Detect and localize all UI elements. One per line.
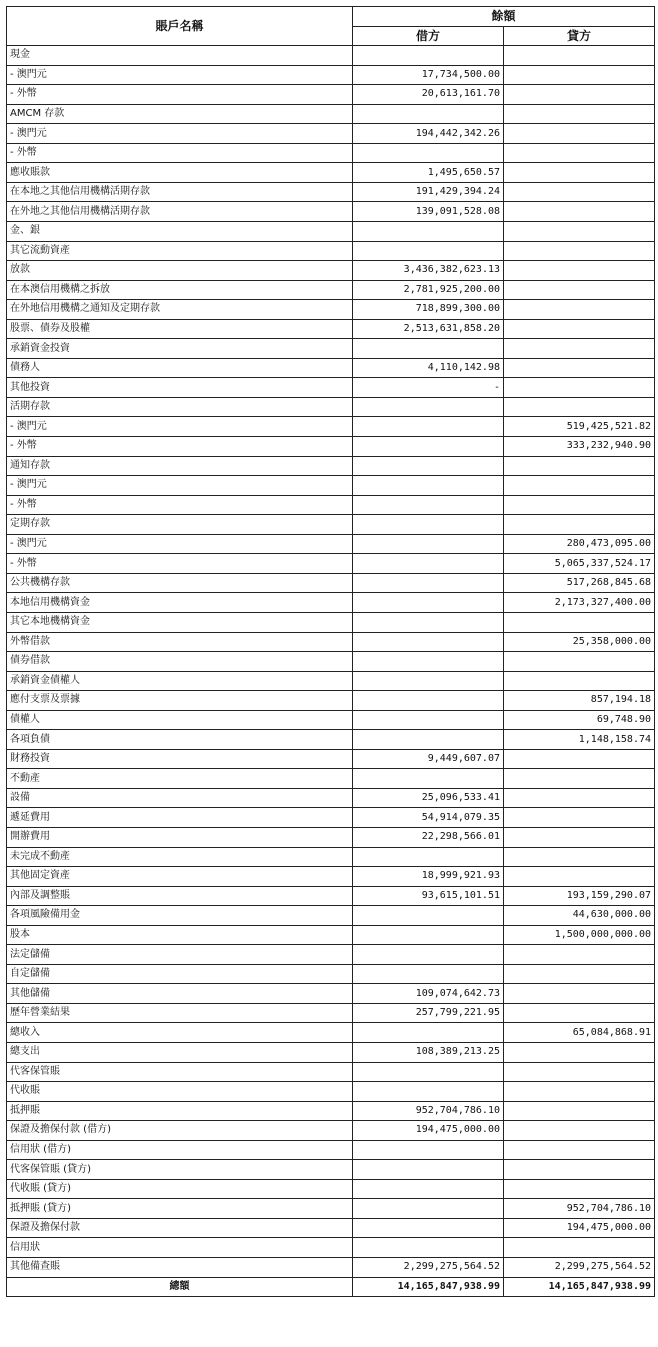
- credit-cell: [504, 515, 655, 535]
- account-name-cell: - 外幣: [7, 437, 353, 457]
- account-name-cell: 放款: [7, 261, 353, 281]
- account-name-cell: 自定儲備: [7, 964, 353, 984]
- account-name-cell: 代客保管賬: [7, 1062, 353, 1082]
- table-row: [7, 612, 655, 632]
- credit-cell: [504, 1003, 655, 1023]
- table-row: [7, 65, 655, 85]
- table-row: [7, 456, 655, 476]
- credit-cell: [504, 339, 655, 359]
- table-row: [7, 515, 655, 535]
- debit-cell: 191,429,394.24: [353, 182, 504, 202]
- account-name-cell: 設備: [7, 788, 353, 808]
- credit-cell: 5,065,337,524.17: [504, 554, 655, 574]
- debit-cell: 194,442,342.26: [353, 124, 504, 144]
- account-name-cell: 金、銀: [7, 222, 353, 242]
- account-name-cell: 抵押賬: [7, 1101, 353, 1121]
- account-name-cell: 開辦費用: [7, 827, 353, 847]
- debit-cell: 952,704,786.10: [353, 1101, 504, 1121]
- credit-cell: 517,268,845.68: [504, 573, 655, 593]
- credit-cell: 1,500,000,000.00: [504, 925, 655, 945]
- table-row: [7, 241, 655, 261]
- debit-cell: [353, 906, 504, 926]
- debit-cell: 9,449,607.07: [353, 749, 504, 769]
- total-row: [7, 1277, 655, 1297]
- debit-cell: [353, 671, 504, 691]
- debit-cell: 194,475,000.00: [353, 1121, 504, 1141]
- debit-cell: [353, 397, 504, 417]
- account-name-header: 賬戶名稱: [7, 7, 353, 46]
- total-credit: 14,165,847,938.99: [504, 1277, 655, 1297]
- credit-cell: [504, 319, 655, 339]
- debit-cell: [353, 1218, 504, 1238]
- credit-cell: 69,748.90: [504, 710, 655, 730]
- debit-cell: 4,110,142.98: [353, 358, 504, 378]
- account-name-cell: 財務投資: [7, 749, 353, 769]
- credit-cell: [504, 143, 655, 163]
- table-row: [7, 632, 655, 652]
- debit-cell: [353, 417, 504, 437]
- table-row: [7, 1082, 655, 1102]
- credit-cell: 280,473,095.00: [504, 534, 655, 554]
- account-name-cell: 內部及調整賬: [7, 886, 353, 906]
- account-name-cell: - 外幣: [7, 554, 353, 574]
- table-header: [7, 7, 655, 46]
- debit-cell: [353, 612, 504, 632]
- debit-cell: [353, 1199, 504, 1219]
- total-label: 總額: [7, 1277, 353, 1297]
- table-row: [7, 769, 655, 789]
- account-name-cell: 不動產: [7, 769, 353, 789]
- debit-cell: [353, 691, 504, 711]
- table-row: [7, 730, 655, 750]
- debit-cell: 718,899,300.00: [353, 300, 504, 320]
- account-name-cell: 在本澳信用機構之拆放: [7, 280, 353, 300]
- debit-cell: [353, 534, 504, 554]
- debit-cell: 139,091,528.08: [353, 202, 504, 222]
- account-name-cell: - 外幣: [7, 495, 353, 515]
- account-name-cell: 其它流動資產: [7, 241, 353, 261]
- credit-cell: [504, 124, 655, 144]
- account-name-cell: - 澳門元: [7, 476, 353, 496]
- account-name-cell: - 澳門元: [7, 417, 353, 437]
- credit-cell: 44,630,000.00: [504, 906, 655, 926]
- table-row: [7, 202, 655, 222]
- credit-cell: 519,425,521.82: [504, 417, 655, 437]
- account-name-cell: 其他固定資產: [7, 867, 353, 887]
- credit-cell: [504, 202, 655, 222]
- table-row: [7, 1238, 655, 1258]
- account-name-cell: 代收賬 (貸方): [7, 1179, 353, 1199]
- debit-cell: [353, 1062, 504, 1082]
- table-row: [7, 85, 655, 105]
- debit-cell: [353, 593, 504, 613]
- table-row: [7, 1218, 655, 1238]
- credit-cell: 194,475,000.00: [504, 1218, 655, 1238]
- credit-cell: [504, 671, 655, 691]
- account-name-cell: 代收賬: [7, 1082, 353, 1102]
- table-row: [7, 593, 655, 613]
- table-row: [7, 945, 655, 965]
- debit-cell: 20,613,161.70: [353, 85, 504, 105]
- table-row: [7, 280, 655, 300]
- credit-cell: [504, 85, 655, 105]
- table-row: [7, 827, 655, 847]
- table-row: [7, 788, 655, 808]
- account-name-cell: 外幣借款: [7, 632, 353, 652]
- credit-cell: [504, 612, 655, 632]
- account-name-cell: 遞延費用: [7, 808, 353, 828]
- table-row: [7, 417, 655, 437]
- table-row: [7, 906, 655, 926]
- credit-cell: [504, 1082, 655, 1102]
- credit-cell: [504, 1238, 655, 1258]
- credit-cell: [504, 1121, 655, 1141]
- table-row: [7, 671, 655, 691]
- debit-cell: [353, 143, 504, 163]
- account-name-cell: 其他投資: [7, 378, 353, 398]
- table-row: [7, 339, 655, 359]
- debit-cell: [353, 1082, 504, 1102]
- credit-cell: [504, 222, 655, 242]
- account-name-cell: 總收入: [7, 1023, 353, 1043]
- account-name-cell: 股票、債券及股權: [7, 319, 353, 339]
- debit-cell: [353, 945, 504, 965]
- table-row: [7, 182, 655, 202]
- credit-cell: [504, 1179, 655, 1199]
- credit-cell: [504, 476, 655, 496]
- table-row: [7, 573, 655, 593]
- table-row: [7, 652, 655, 672]
- credit-cell: [504, 182, 655, 202]
- account-name-cell: 各項風險備用金: [7, 906, 353, 926]
- account-name-cell: 在外地之其他信用機構活期存款: [7, 202, 353, 222]
- debit-cell: 17,734,500.00: [353, 65, 504, 85]
- credit-cell: [504, 652, 655, 672]
- account-name-cell: 保證及擔保付款: [7, 1218, 353, 1238]
- credit-cell: [504, 495, 655, 515]
- debit-cell: 25,096,533.41: [353, 788, 504, 808]
- account-name-cell: 信用狀: [7, 1238, 353, 1258]
- table-row: [7, 867, 655, 887]
- credit-cell: [504, 397, 655, 417]
- table-row: [7, 1023, 655, 1043]
- credit-cell: [504, 163, 655, 183]
- debit-cell: 54,914,079.35: [353, 808, 504, 828]
- debit-cell: [353, 104, 504, 124]
- debit-cell: [353, 652, 504, 672]
- debit-cell: [353, 1160, 504, 1180]
- credit-cell: [504, 984, 655, 1004]
- account-name-cell: 總支出: [7, 1042, 353, 1062]
- account-name-cell: 各項負債: [7, 730, 353, 750]
- credit-cell: [504, 1042, 655, 1062]
- account-name-cell: 其它本地機構資金: [7, 612, 353, 632]
- credit-cell: [504, 1160, 655, 1180]
- debit-cell: 93,615,101.51: [353, 886, 504, 906]
- table-row: [7, 1140, 655, 1160]
- account-name-cell: 債權人: [7, 710, 353, 730]
- debit-cell: [353, 925, 504, 945]
- account-name-cell: 公共機構存款: [7, 573, 353, 593]
- table-row: [7, 1179, 655, 1199]
- credit-cell: 857,194.18: [504, 691, 655, 711]
- trial-balance-table: [6, 6, 655, 1297]
- debit-cell: 3,436,382,623.13: [353, 261, 504, 281]
- debit-cell: -: [353, 378, 504, 398]
- account-name-cell: 現金: [7, 46, 353, 66]
- credit-cell: 1,148,158.74: [504, 730, 655, 750]
- table-row: [7, 476, 655, 496]
- table-row: [7, 847, 655, 867]
- table-row: [7, 46, 655, 66]
- account-name-cell: 應付支票及票據: [7, 691, 353, 711]
- account-name-cell: 在本地之其他信用機構活期存款: [7, 182, 353, 202]
- account-name-cell: 通知存款: [7, 456, 353, 476]
- debit-cell: [353, 515, 504, 535]
- account-name-cell: 信用狀 (借方): [7, 1140, 353, 1160]
- account-name-cell: 活期存款: [7, 397, 353, 417]
- credit-cell: 193,159,290.07: [504, 886, 655, 906]
- account-name-cell: 法定儲備: [7, 945, 353, 965]
- debit-cell: 1,495,650.57: [353, 163, 504, 183]
- table-row: [7, 1101, 655, 1121]
- credit-cell: [504, 378, 655, 398]
- credit-cell: [504, 827, 655, 847]
- debit-cell: [353, 573, 504, 593]
- table-row: [7, 143, 655, 163]
- account-name-cell: - 澳門元: [7, 65, 353, 85]
- credit-cell: 2,173,327,400.00: [504, 593, 655, 613]
- debit-cell: [353, 476, 504, 496]
- table-row: [7, 124, 655, 144]
- table-row: [7, 749, 655, 769]
- account-name-cell: 定期存款: [7, 515, 353, 535]
- table-row: [7, 1003, 655, 1023]
- account-name-cell: 承銷資金投資: [7, 339, 353, 359]
- table-row: [7, 554, 655, 574]
- table-row: [7, 378, 655, 398]
- table-row: [7, 925, 655, 945]
- header-row-top: [7, 7, 655, 27]
- debit-cell: 2,299,275,564.52: [353, 1258, 504, 1278]
- table-row: [7, 1199, 655, 1219]
- debit-cell: 2,781,925,200.00: [353, 280, 504, 300]
- debit-cell: [353, 554, 504, 574]
- table-row: [7, 358, 655, 378]
- account-name-cell: 本地信用機構資金: [7, 593, 353, 613]
- table-row: [7, 495, 655, 515]
- credit-cell: [504, 300, 655, 320]
- balance-sheet: [6, 6, 654, 1297]
- debit-cell: [353, 632, 504, 652]
- credit-cell: 333,232,940.90: [504, 437, 655, 457]
- table-row: [7, 104, 655, 124]
- credit-cell: [504, 280, 655, 300]
- account-name-cell: 承銷資金債權人: [7, 671, 353, 691]
- table-row: [7, 964, 655, 984]
- account-name-cell: 在外地信用機構之通知及定期存款: [7, 300, 353, 320]
- debit-cell: [353, 847, 504, 867]
- table-row: [7, 984, 655, 1004]
- credit-cell: [504, 65, 655, 85]
- credit-cell: 2,299,275,564.52: [504, 1258, 655, 1278]
- debit-cell: [353, 730, 504, 750]
- table-row: [7, 222, 655, 242]
- table-row: [7, 1160, 655, 1180]
- total-debit: 14,165,847,938.99: [353, 1277, 504, 1297]
- credit-cell: [504, 241, 655, 261]
- account-name-cell: 抵押賬 (貸方): [7, 1199, 353, 1219]
- account-name-cell: 債券借款: [7, 652, 353, 672]
- debit-cell: [353, 241, 504, 261]
- debit-cell: [353, 769, 504, 789]
- credit-cell: [504, 749, 655, 769]
- debit-cell: 257,799,221.95: [353, 1003, 504, 1023]
- balance-header: 餘額: [353, 7, 655, 27]
- credit-header: 貸方: [504, 26, 655, 46]
- debit-cell: [353, 46, 504, 66]
- account-name-cell: 其他儲備: [7, 984, 353, 1004]
- debit-cell: [353, 437, 504, 457]
- table-row: [7, 534, 655, 554]
- debit-cell: 22,298,566.01: [353, 827, 504, 847]
- credit-cell: [504, 46, 655, 66]
- debit-cell: [353, 1238, 504, 1258]
- account-name-cell: 代客保管賬 (貸方): [7, 1160, 353, 1180]
- table-body: [7, 46, 655, 1277]
- account-name-cell: AMCM 存款: [7, 104, 353, 124]
- account-name-cell: - 外幣: [7, 143, 353, 163]
- credit-cell: [504, 1101, 655, 1121]
- table-row: [7, 691, 655, 711]
- account-name-cell: 債務人: [7, 358, 353, 378]
- debit-cell: [353, 456, 504, 476]
- credit-cell: [504, 456, 655, 476]
- table-row: [7, 437, 655, 457]
- debit-header: 借方: [353, 26, 504, 46]
- credit-cell: [504, 104, 655, 124]
- credit-cell: 952,704,786.10: [504, 1199, 655, 1219]
- account-name-cell: - 外幣: [7, 85, 353, 105]
- debit-cell: 2,513,631,858.20: [353, 319, 504, 339]
- account-name-cell: 保證及擔保付款 (借方): [7, 1121, 353, 1141]
- credit-cell: [504, 358, 655, 378]
- table-row: [7, 1121, 655, 1141]
- table-row: [7, 886, 655, 906]
- table-row: [7, 808, 655, 828]
- account-name-cell: - 澳門元: [7, 534, 353, 554]
- debit-cell: [353, 222, 504, 242]
- credit-cell: [504, 945, 655, 965]
- account-name-cell: 未完成不動產: [7, 847, 353, 867]
- debit-cell: [353, 339, 504, 359]
- credit-cell: 25,358,000.00: [504, 632, 655, 652]
- credit-cell: [504, 964, 655, 984]
- debit-cell: [353, 1179, 504, 1199]
- debit-cell: 109,074,642.73: [353, 984, 504, 1004]
- credit-cell: 65,084,868.91: [504, 1023, 655, 1043]
- debit-cell: 18,999,921.93: [353, 867, 504, 887]
- table-row: [7, 710, 655, 730]
- table-row: [7, 319, 655, 339]
- debit-cell: [353, 495, 504, 515]
- debit-cell: [353, 964, 504, 984]
- table-row: [7, 261, 655, 281]
- table-row: [7, 1042, 655, 1062]
- table-row: [7, 300, 655, 320]
- debit-cell: 108,389,213.25: [353, 1042, 504, 1062]
- credit-cell: [504, 867, 655, 887]
- table-row: [7, 397, 655, 417]
- account-name-cell: 其他備查賬: [7, 1258, 353, 1278]
- table-row: [7, 1258, 655, 1278]
- debit-cell: [353, 1023, 504, 1043]
- credit-cell: [504, 769, 655, 789]
- credit-cell: [504, 808, 655, 828]
- account-name-cell: 應收賬款: [7, 163, 353, 183]
- table-row: [7, 163, 655, 183]
- debit-cell: [353, 710, 504, 730]
- credit-cell: [504, 847, 655, 867]
- credit-cell: [504, 788, 655, 808]
- table-footer: [7, 1277, 655, 1297]
- credit-cell: [504, 261, 655, 281]
- table-row: [7, 1062, 655, 1082]
- credit-cell: [504, 1140, 655, 1160]
- debit-cell: [353, 1140, 504, 1160]
- credit-cell: [504, 1062, 655, 1082]
- account-name-cell: 歷年營業結果: [7, 1003, 353, 1023]
- account-name-cell: 股本: [7, 925, 353, 945]
- account-name-cell: - 澳門元: [7, 124, 353, 144]
